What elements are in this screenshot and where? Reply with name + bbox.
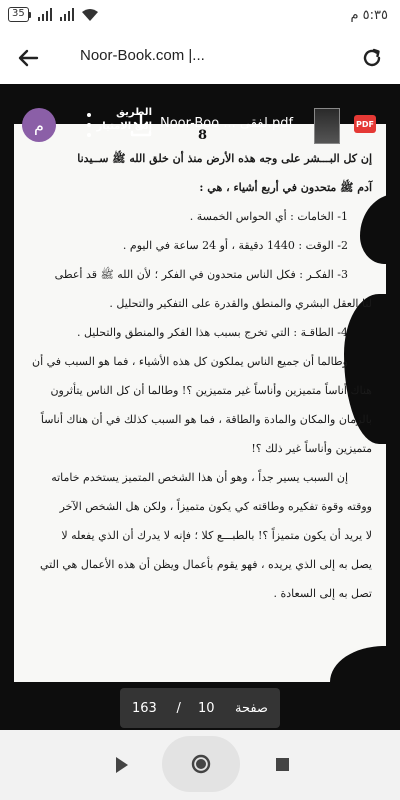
signal-icon-2: [59, 8, 75, 22]
text-line: إن كل البـــشر على وجه هذه الأرض منذ أن خلق الله ﷺ ســيدنا: [77, 152, 372, 165]
text-line: آدم ﷺ متحدون في أربع أشياء ، هي :: [199, 181, 372, 194]
nav-home-button[interactable]: [162, 736, 240, 792]
navigation-bar: [0, 730, 400, 800]
current-page: 10: [198, 700, 215, 716]
triangle-back-icon: [112, 754, 132, 776]
avatar[interactable]: م: [22, 108, 56, 142]
status-icons: [8, 7, 99, 22]
document-text: [32, 144, 372, 608]
text-line: هناك أناساً متميزين وأناساً غير متميزين ؟! وطالما أن كل الناس يتأثرون: [50, 384, 372, 397]
text-line: ووقته وقوة تفكيره وطاقته كي يكون متميزاً ، ولكن هل الشخص الآخر: [59, 500, 372, 513]
refresh-icon: [361, 47, 383, 69]
text-line: يصل به إلى الذي يريده ، فهو يقوم بأعمال ويظن أن هذه الأعمال هي التي: [39, 558, 372, 571]
total-pages: 163: [132, 700, 157, 716]
page-title: Noor-Book.com ؜|...: [80, 47, 205, 64]
text-line: وطالما أن جميع الناس يملكون كل هذه الأشياء ، فما هو السبب في أن: [31, 355, 348, 368]
pdf-header: [0, 104, 400, 148]
text-line: متميزين وأناساً غير ذلك ؟!: [251, 442, 372, 455]
download-icon: [128, 112, 154, 138]
pdf-viewer[interactable]: [0, 84, 400, 730]
page-number: 8: [198, 128, 208, 143]
reload-button[interactable]: [358, 44, 386, 72]
text-line: بالزمان والمكان والمادة والطاقة ، فما هو السبب كذلك في أن هناك أناساً: [40, 413, 372, 426]
text-line: لا يريد أن يكون متميزاً ؟! بالطبـــع كلا ؛ فإنه لا يدرك أن الذي يفعله لا: [61, 529, 372, 542]
text-line: 3- الفكـر : فكل الناس متحدون في الفكر ؛ لأن الله ﷺ قد أعطى: [54, 268, 348, 281]
clock: ٥:٣٥ م: [350, 8, 388, 23]
square-recents-icon[interactable]: [276, 758, 289, 771]
pdf-file-icon: PDF: [354, 115, 376, 133]
text-line: لنا العقل البشري والمنطق والقدرة على التفكير والتحليل .: [109, 297, 372, 310]
nav-back-button[interactable]: [112, 754, 132, 776]
more-options-icon[interactable]: [84, 110, 94, 140]
text-line: 1- الخامات : أي الحواس الخمسة .: [189, 210, 348, 223]
page-separator: /: [176, 700, 181, 716]
pdf-file-title: Noor-Boo ... لفقى.pdf: [160, 116, 294, 131]
text-line: 4- الطاقـة : التي تخرج بسبب هذا الفكر والمنطق والتحليل .: [76, 326, 348, 339]
arrow-left-icon: [17, 47, 39, 69]
circle-home-icon: [190, 753, 212, 775]
page-label: صفحة: [234, 700, 268, 716]
wifi-icon: [81, 8, 99, 22]
pdf-page[interactable]: [14, 124, 386, 696]
battery-level: 35: [8, 7, 29, 22]
text-line: إن السبب يسير جداً ، وهو أن هذا الشخص المتميز يستخدم خاماته: [51, 471, 348, 484]
download-button[interactable]: [128, 112, 154, 138]
book-cover-title: الطريق إلى الامتياز: [96, 107, 152, 132]
text-line: تصل به إلى السعادة .: [273, 587, 372, 600]
battery-icon: [8, 7, 31, 22]
status-bar: [0, 0, 400, 32]
text-line: 2- الوقت : 1440 دقيقة ، أو 24 ساعة في اليوم .: [122, 239, 348, 252]
book-thumbnail: [314, 108, 340, 144]
back-button[interactable]: [14, 44, 42, 72]
toolbar: [0, 32, 400, 84]
page-counter: [120, 688, 280, 728]
signal-icon: [37, 8, 53, 22]
